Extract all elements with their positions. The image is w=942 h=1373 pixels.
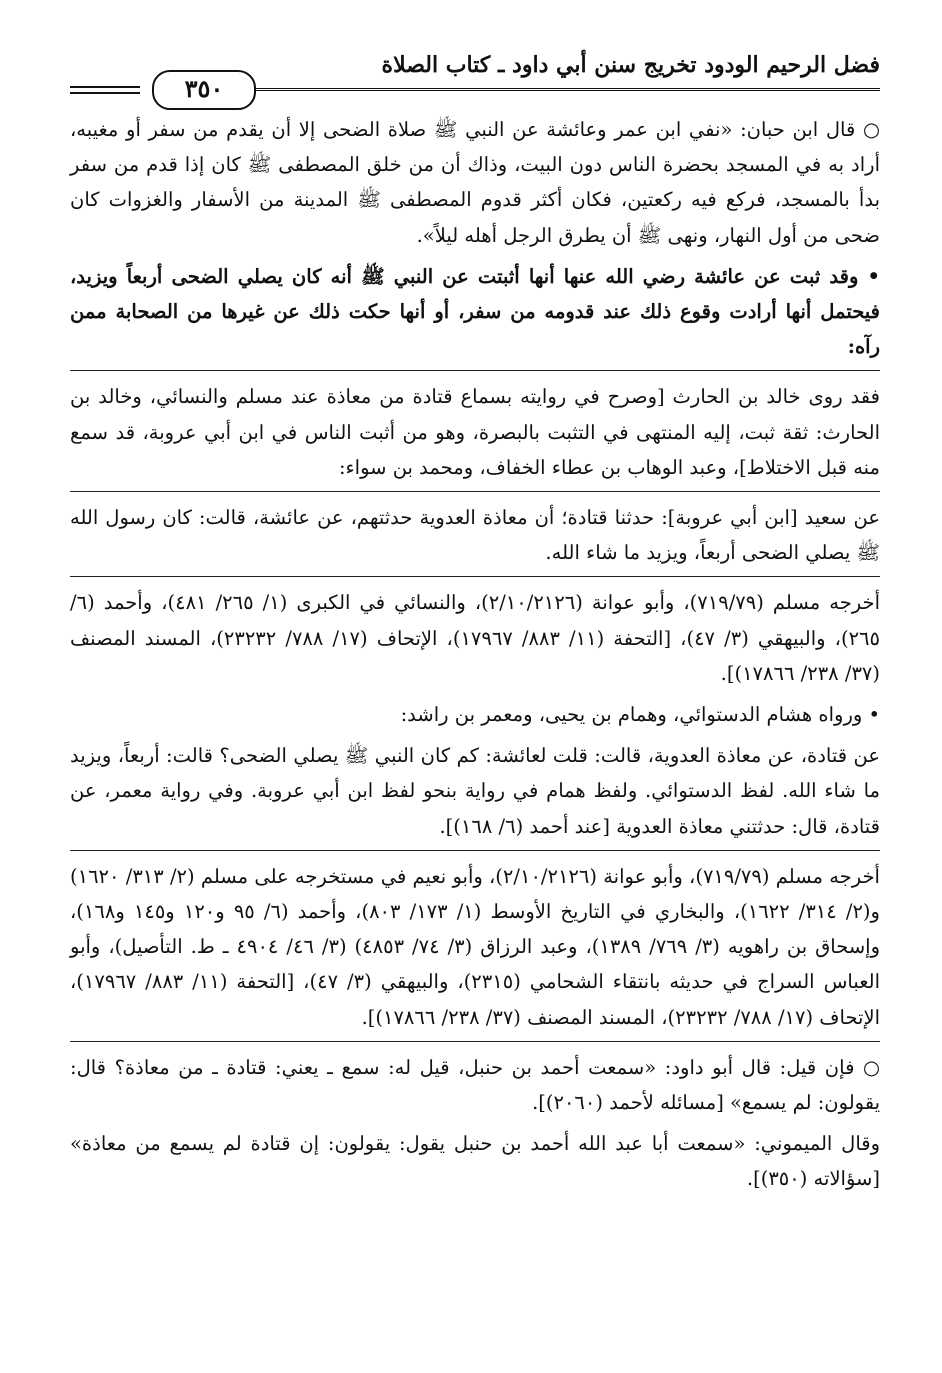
header-rule-left xyxy=(70,86,140,94)
section-divider xyxy=(70,576,880,577)
section-divider xyxy=(70,491,880,492)
header-rule xyxy=(240,88,880,91)
paragraph-maymuni: وقال الميموني: «سمعت أبا عبد الله أحمد بن حنبل يقول: يقولون: إن قتادة لم يسمع من معاذة» [سؤالاته (٣٥٠)]. xyxy=(70,1132,880,1191)
paragraph-qatada-hadith: عن قتادة، عن معاذة العدوية، قالت: قلت لعائشة: كم كان النبي ﷺ يصلي الضحى؟ قالت: أربعاً، ويزيد ما شاء الله. لفظ الدستوائي. ولفظ همام في رواية بنحو لفظ ابن أبي عروبة. وفي رواية معمر، عن قتادة، قال: حدثتني معاذة العدوية [عند أحمد (٦/ ١٦٨)]. xyxy=(70,744,880,838)
page-number: ٣٥٠ xyxy=(152,70,256,110)
running-title: فضل الرحيم الودود تخريج سنن أبي داود ـ كتاب الصلاة xyxy=(381,52,880,78)
paragraph-aisha-proof: • وقد ثبت عن عائشة رضي الله عنها أنها أثبتت عن النبي ﷺ أنه كان يصلي الضحى أربعاً ويزيد، فيحتمل أنها أرادت وقوع ذلك عند قدومه من سفر، أو أنها حكت ذلك عن غيرها من الصحابة ممن رآه: xyxy=(70,264,880,359)
paragraph-takhrij-1: أخرجه مسلم (٧١٩/٧٩)، وأبو عوانة (٢/١٠/٢١٢٦)، والنسائي في الكبرى (١/ ٢٦٥/ ٤٨١)، وأحمد (٦/ ٢٦٥)، والبيهقي (٣/ ٤٧)، [التحفة (١١/ ٨٨٣/ ١٧٩٦٧)، الإتحاف (١٧/ ٧٨٨/ ٢٣٢٣٢)، المسند المصنف (٣٧/ ٢٣٨/ ١٧٨٦٦)]. xyxy=(70,591,880,685)
paragraph-abu-dawud: ○ فإن قيل: قال أبو داود: «سمعت أحمد بن حنبل، قيل له: سمع ـ يعني: قتادة ـ من معاذة؟ قال: يقولون: لم يسمع» [مسائله لأحمد (٢٠٦٠)]. xyxy=(70,1055,880,1115)
section-divider xyxy=(70,370,880,371)
page-body xyxy=(70,112,880,1197)
section-divider xyxy=(70,1041,880,1042)
paragraph-takhrij-2: أخرجه مسلم (٧١٩/٧٩)، وأبو عوانة (٢/١٠/٢١٢٦)، وأبو نعيم في مستخرجه على مسلم (٢/ ٣١٣/ ١٦٢٠) و(٢/ ٣١٤/ ١٦٢٢)، والبخاري في التاريخ الأوسط (١/ ١٧٣/ ٨٠٣)، وأحمد (٦/ ٩٥ و١٢٠ و١٤٥ و١٦٨)، وإسحاق بن راهويه (٣/ ٧٦٩/ ١٣٨٩)، وعبد الرزاق (٣/ ٧٤/ ٤٨٥٣) (٣/ ٤٦/ ٤٩٠٤ ـ ط. التأصيل)، وأبو العباس السراج في حديثه بانتقاء الشحامي (٢٣١٥)، والبيهقي (٣/ ٤٧)، [التحفة (١١/ ٨٨٣/ ١٧٩٦٧)، الإتحاف (١٧/ ٧٨٨/ ٢٣٢٣٢)، المسند المصنف (٣٧/ ٢٣٨/ ١٧٨٦٦)]. xyxy=(70,864,881,1029)
paragraph-hisham-narration: • ورواه هشام الدستوائي، وهمام بن يحيى، ومعمر بن راشد: xyxy=(400,703,880,727)
section-divider xyxy=(70,850,880,851)
paragraph-khalid-narration: فقد روى خالد بن الحارث [وصرح في روايته بسماع قتادة من معاذة عند مسلم والنسائي، وخالد بن الحارث: ثقة ثبت، إليه المنتهى في التثبت بالبصرة، وهو من أثبت الناس في ابن أبي عروبة، قد سمع منه قبل الاختلاط]، وعبد الوهاب بن عطاء الخفاف، ومحمد بن سواء: xyxy=(70,385,880,479)
paragraph-ibn-hibban: ○ قال ابن حبان: «نفي ابن عمر وعائشة عن النبي ﷺ صلاة الضحى إلا أن يقدم من سفر أو مغيبه، أراد به في المسجد بحضرة الناس دون البيت، وذاك أن من خلق المصطفى ﷺ كان إذا قدم من سفر بدأ بالمسجد، فركع فيه ركعتين، فكان أكثر قدوم المصطفى ﷺ المدينة من الأسفار والغزوات كان ضحى من أول النهار، ونهى ﷺ أن يطرق الرجل أهله ليلاً». xyxy=(70,118,880,247)
page-header xyxy=(70,40,880,103)
paragraph-said-hadith: عن سعيد [ابن أبي عروبة]: حدثنا قتادة؛ أن معاذة العدوية حدثتهم، عن عائشة، قالت: كان رسول الله ﷺ يصلي الضحى أربعاً، ويزيد ما شاء الله. xyxy=(70,506,880,565)
